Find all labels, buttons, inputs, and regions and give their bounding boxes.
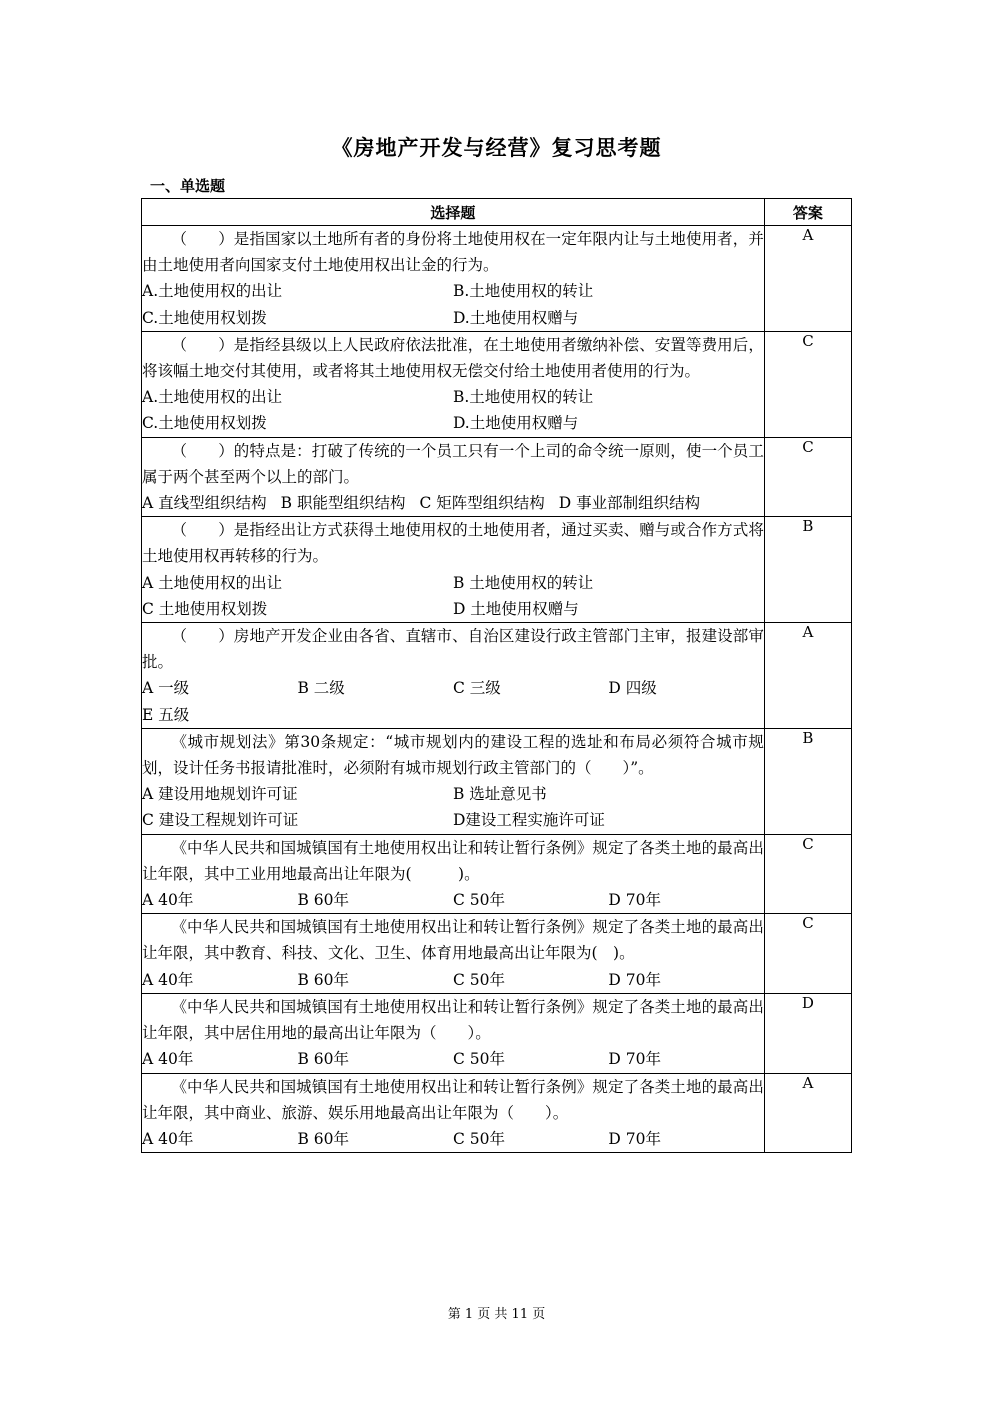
- option-list: [142, 384, 764, 436]
- option-item: A.土地使用权的出让: [142, 388, 283, 407]
- answer-cell: C: [764, 914, 851, 994]
- question-stem: （ ）是指国家以土地所有者的身份将土地使用权在一定年限内让与土地使用者，并由土地使用者向国家支付土地使用权出让金的行为。: [142, 230, 764, 275]
- option-item: C.土地使用权划拨: [142, 414, 267, 433]
- table-row: [142, 834, 852, 914]
- answer-cell: C: [764, 437, 851, 517]
- option-list: [142, 278, 764, 330]
- option-item: A 40年: [142, 970, 194, 989]
- option-item: B.土地使用权的转让: [452, 282, 594, 301]
- option-item: C 50年: [452, 1129, 505, 1148]
- table-row: [142, 226, 852, 332]
- option-item: B 60年: [297, 1050, 350, 1069]
- option-list: [142, 781, 764, 833]
- option-item: B.土地使用权的转让: [452, 388, 594, 407]
- option-item: C 矩阵型组织结构: [419, 494, 545, 513]
- option-item: C 三级: [452, 679, 501, 698]
- option-item: B 60年: [297, 1129, 350, 1148]
- option-item: C.土地使用权划拨: [142, 308, 267, 327]
- question-table-body: [142, 226, 852, 1153]
- table-row: [142, 914, 852, 994]
- option-item: B 土地使用权的转让: [452, 573, 594, 592]
- option-item: B 选址意见书: [452, 785, 547, 804]
- option-list: [142, 887, 764, 913]
- question-cell: [142, 437, 765, 517]
- option-list: [142, 967, 764, 993]
- option-item: C 土地使用权划拨: [142, 599, 268, 618]
- answer-cell: D: [764, 993, 851, 1073]
- question-table: [141, 198, 852, 1153]
- option-item: D 70年: [608, 891, 661, 910]
- question-stem: 《中华人民共和国城镇国有土地使用权出让和转让暂行条例》规定了各类土地的最高出让年限，其中商业、旅游、娱乐用地最高出让年限为（ ）。: [142, 1077, 764, 1122]
- question-stem: （ ）是指经县级以上人民政府依法批准，在土地使用者缴纳补偿、安置等费用后，将该幅土地交付其使用，或者将其土地使用权无偿交付给土地使用者使用的行为。: [142, 335, 764, 381]
- answer-cell: B: [764, 517, 851, 623]
- option-item: D.土地使用权赠与: [452, 414, 579, 433]
- question-cell: [142, 993, 765, 1073]
- table-row: [142, 517, 852, 623]
- table-row: [142, 1073, 852, 1153]
- document-title: 《房地产开发与经营》复习思考题: [331, 135, 662, 160]
- answer-cell: A: [764, 623, 851, 729]
- answer-cell: A: [764, 226, 851, 332]
- option-list: [142, 675, 764, 727]
- question-cell: [142, 623, 765, 729]
- question-cell: [142, 834, 765, 914]
- option-item: E 五级: [142, 705, 190, 724]
- option-item: D 四级: [608, 679, 657, 698]
- option-item: C 50年: [452, 891, 505, 910]
- answer-cell: A: [764, 1073, 851, 1153]
- question-stem: （ ）房地产开发企业由各省、直辖市、自治区建设行政主管部门主审，报建设部审批。: [142, 627, 764, 672]
- question-stem: （ ）是指经出让方式获得土地使用权的土地使用者，通过买卖、赠与或合作方式将土地使用权再转移的行为。: [142, 521, 764, 566]
- option-item: A 建设用地规划许可证: [142, 785, 298, 804]
- answer-cell: B: [764, 728, 851, 834]
- option-item: A 土地使用权的出让: [142, 573, 283, 592]
- option-item: A.土地使用权的出让: [142, 282, 283, 301]
- page-footer: 第 1 页 共 11 页: [447, 1307, 546, 1322]
- option-item: A 直线型组织结构: [142, 494, 267, 513]
- table-header-row: [142, 199, 852, 226]
- table-row: [142, 623, 852, 729]
- option-item: B 职能型组织结构: [280, 494, 406, 513]
- question-column-header: 选择题: [142, 199, 765, 226]
- option-item: D建设工程实施许可证: [452, 811, 605, 830]
- option-item: A 一级: [142, 679, 190, 698]
- option-item: D 70年: [608, 970, 661, 989]
- option-list: [142, 570, 764, 622]
- question-stem: 《城市规划法》第30条规定：“城市规划内的建设工程的选址和布局必须符合城市规划，设计任务书报请批准时，必须附有城市规划行政主管部门的（ ）”。: [142, 732, 764, 778]
- option-item: A 40年: [142, 891, 194, 910]
- option-item: B 60年: [297, 891, 350, 910]
- option-item: D 70年: [608, 1050, 661, 1069]
- option-item: B 二级: [297, 679, 345, 698]
- section-heading: 一、单选题: [150, 177, 226, 195]
- question-cell: [142, 1073, 765, 1153]
- question-cell: [142, 331, 765, 437]
- question-stem: 《中华人民共和国城镇国有土地使用权出让和转让暂行条例》规定了各类土地的最高出让年限，其中工业用地最高出让年限为( )。: [142, 838, 764, 883]
- option-item: A 40年: [142, 1129, 194, 1148]
- option-item: C 50年: [452, 970, 505, 989]
- option-item: D 70年: [608, 1129, 661, 1148]
- answer-column-header: 答案: [764, 199, 851, 226]
- option-list: [142, 490, 764, 516]
- option-list: [142, 1046, 764, 1072]
- table-row: [142, 728, 852, 834]
- question-stem: 《中华人民共和国城镇国有土地使用权出让和转让暂行条例》规定了各类土地的最高出让年限，其中教育、科技、文化、卫生、体育用地最高出让年限为( )。: [142, 918, 764, 963]
- option-item: A 40年: [142, 1050, 194, 1069]
- table-row: [142, 993, 852, 1073]
- question-stem: （ ）的特点是：打破了传统的一个员工只有一个上司的命令统一原则，使一个员工属于两个甚至两个以上的部门。: [142, 441, 764, 486]
- option-item: D 事业部制组织结构: [558, 494, 701, 513]
- question-stem: 《中华人民共和国城镇国有土地使用权出让和转让暂行条例》规定了各类土地的最高出让年限，其中居住用地的最高出让年限为（ ）。: [142, 997, 764, 1043]
- question-cell: [142, 517, 765, 623]
- option-item: D.土地使用权赠与: [452, 308, 579, 327]
- question-cell: [142, 914, 765, 994]
- option-list: [142, 1126, 764, 1152]
- option-item: C 50年: [452, 1050, 505, 1069]
- table-row: [142, 331, 852, 437]
- option-item: B 60年: [297, 970, 350, 989]
- answer-cell: C: [764, 834, 851, 914]
- table-row: [142, 437, 852, 517]
- question-cell: [142, 226, 765, 332]
- option-item: C 建设工程规划许可证: [142, 811, 299, 830]
- option-item: D 土地使用权赠与: [452, 599, 579, 618]
- answer-cell: C: [764, 331, 851, 437]
- question-cell: [142, 728, 765, 834]
